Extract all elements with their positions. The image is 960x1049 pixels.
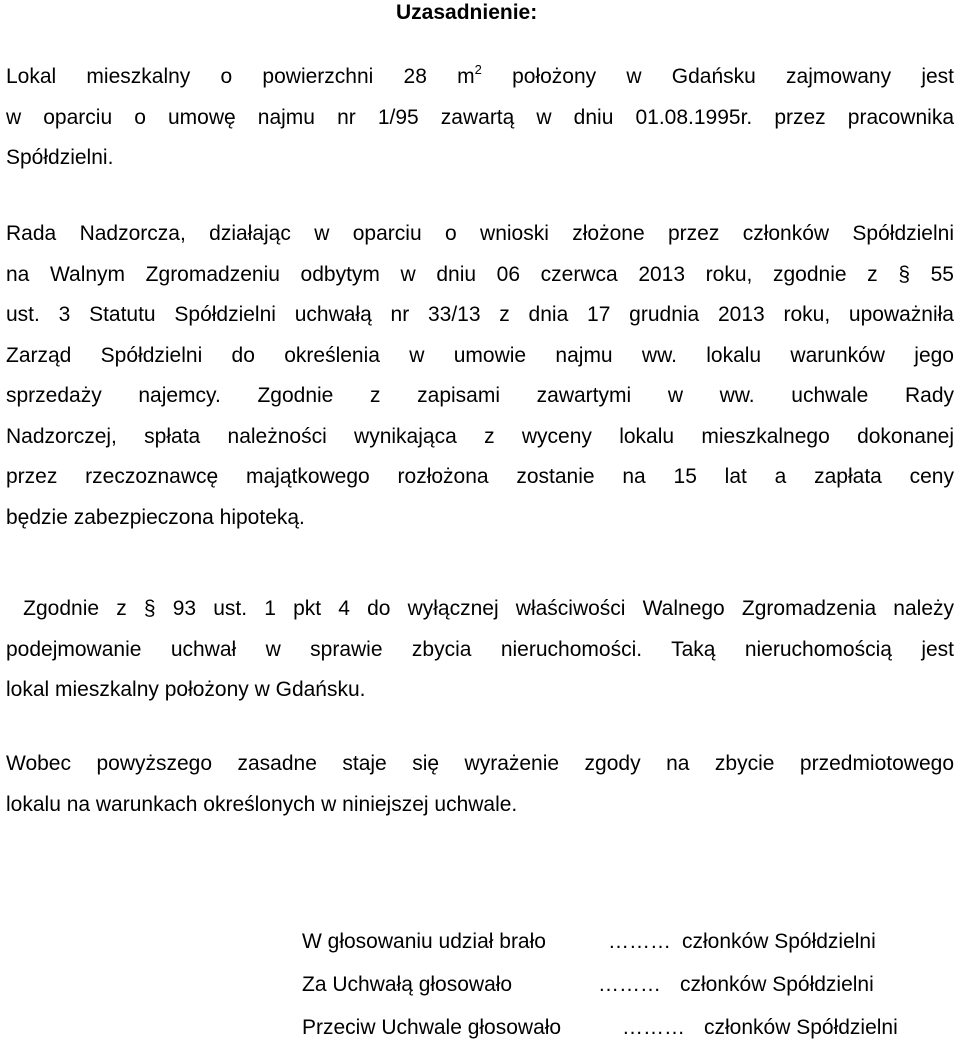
vote-blank: ………	[598, 973, 661, 996]
paragraph-line: przez rzeczoznawcę majątkowego rozłożona zostanie na 15 lat a zapłata ceny	[6, 465, 954, 488]
text-segment: Lokal mieszkalny o powierzchni 28 m	[6, 65, 475, 88]
paragraph-4	[6, 744, 954, 825]
vote-label: Za Uchwałą głosowało	[302, 973, 513, 996]
paragraph-line: Rada Nadzorcza, działając w oparciu o wnioski złożone przez członków Spółdzielni	[6, 222, 954, 245]
vote-tail: członków Spółdzielni	[682, 930, 876, 953]
paragraph-line: Zgodnie z § 93 ust. 1 pkt 4 do wyłącznej właściwości Walnego Zgromadzenia należy	[6, 597, 954, 620]
vote-blank: ………	[608, 930, 671, 953]
vote-blank: ………	[622, 1016, 685, 1039]
vote-label: Przeciw Uchwale głosowało	[302, 1016, 562, 1039]
paragraph-line: ust. 3 Statutu Spółdzielni uchwałą nr 33/13 z dnia 17 grudnia 2013 roku, upoważniła	[6, 303, 954, 326]
paragraph-line: Zarząd Spółdzielni do określenia w umowie najmu ww. lokalu warunków jego	[6, 343, 954, 367]
text-segment: położony w Gdańsku zajmowany jest	[481, 65, 954, 88]
paragraph-line: Spółdzielni.	[6, 146, 114, 169]
superscript: 2	[474, 62, 482, 77]
paragraph-line: Wobec powyższego zasadne staje się wyrażenie zgody na zbycie przedmiotowego	[6, 752, 954, 775]
paragraph-line: podejmowanie uchwał w sprawie zbycia nieruchomości. Taką nieruchomością jest	[6, 637, 954, 661]
paragraph-line: lokal mieszkalny położony w Gdańsku.	[6, 678, 366, 701]
vote-label: W głosowaniu udział brało	[302, 930, 546, 953]
paragraph-line: w oparciu o umowę najmu nr 1/95 zawartą w dniu 01.08.1995r. przez pracownika	[6, 105, 954, 129]
document-title: Uzasadnienie:	[396, 1, 538, 24]
paragraph-line	[6, 57, 954, 98]
paragraph-2	[6, 214, 954, 538]
paragraph-line: sprzedaży najemcy. Zgodnie z zapisami zawartymi w ww. uchwale Rady	[6, 384, 954, 407]
paragraph-1	[6, 57, 954, 179]
paragraph-line: Nadzorczej, spłata należności wynikająca z wyceny lokalu mieszkalnego dokonanej	[6, 424, 954, 448]
paragraph-line: lokalu na warunkach określonych w niniejszej uchwale.	[6, 792, 518, 816]
vote-tail: członków Spółdzielni	[680, 973, 874, 996]
paragraph-3	[6, 589, 954, 711]
paragraph-line: na Walnym Zgromadzeniu odbytym w dniu 06 czerwca 2013 roku, zgodnie z § 55	[6, 262, 954, 286]
vote-tail: członków Spółdzielni	[704, 1016, 898, 1039]
paragraph-line: będzie zabezpieczona hipoteką.	[6, 505, 305, 529]
